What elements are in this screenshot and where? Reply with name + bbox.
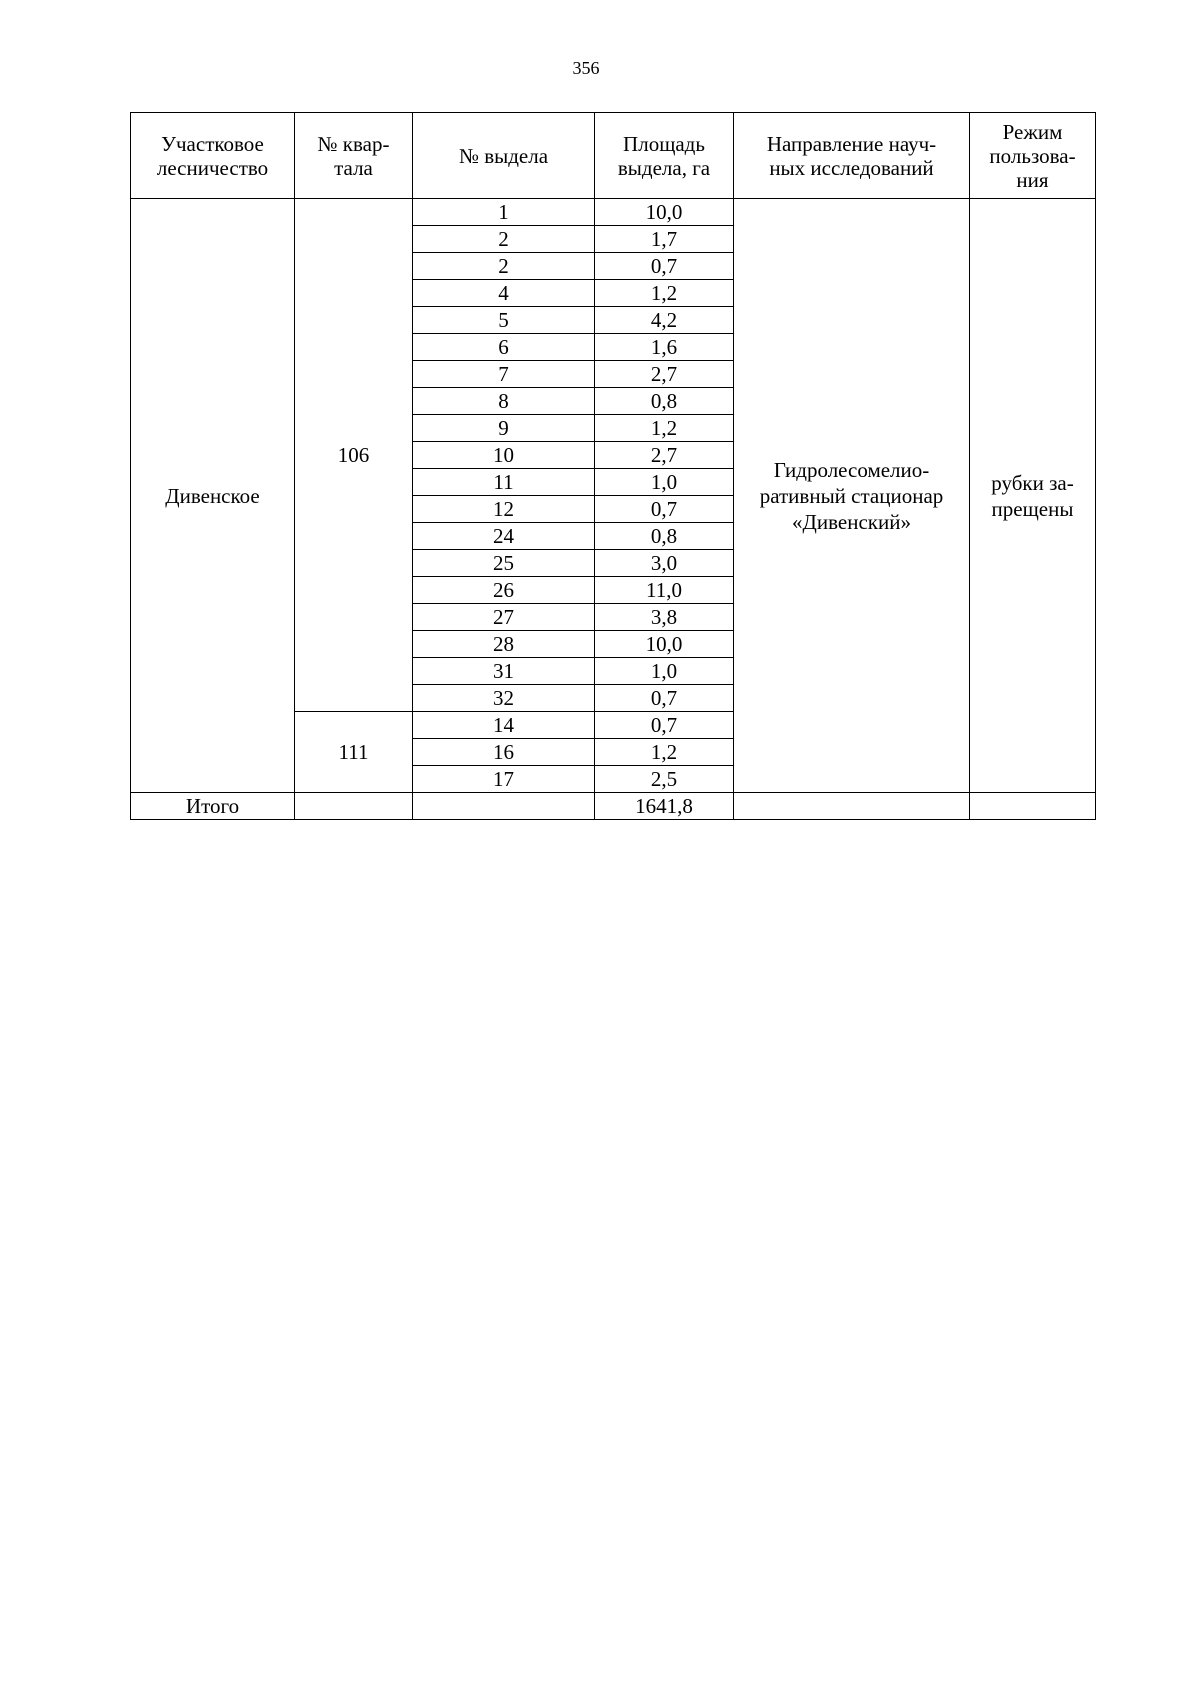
allotment-cell: 5 [413, 307, 595, 334]
area-cell: 10,0 [595, 631, 734, 658]
header-mode: Режим пользова- ния [970, 113, 1096, 199]
allotment-cell: 32 [413, 685, 595, 712]
allotment-cell: 2 [413, 253, 595, 280]
area-cell: 3,8 [595, 604, 734, 631]
allotments-table [130, 112, 1096, 820]
table-row [131, 199, 1096, 226]
header-quarter: № квар- тала [295, 113, 413, 199]
research-cell: Гидролесомелио- ративный стационар «Дивенский» [734, 199, 970, 793]
header-research: Направление науч- ных исследований [734, 113, 970, 199]
allotment-cell: 2 [413, 226, 595, 253]
total-row [131, 793, 1096, 820]
allotment-cell: 16 [413, 739, 595, 766]
header-forestry: Участковое лесничество [131, 113, 295, 199]
area-cell: 1,2 [595, 280, 734, 307]
area-cell: 0,7 [595, 496, 734, 523]
allotment-cell: 9 [413, 415, 595, 442]
area-cell: 1,0 [595, 469, 734, 496]
area-cell: 3,0 [595, 550, 734, 577]
total-mode-cell [970, 793, 1096, 820]
area-cell: 1,2 [595, 739, 734, 766]
allotment-cell: 26 [413, 577, 595, 604]
total-area-cell: 1641,8 [595, 793, 734, 820]
table-header-row [131, 113, 1096, 199]
area-cell: 0,8 [595, 388, 734, 415]
area-cell: 1,2 [595, 415, 734, 442]
allotment-cell: 17 [413, 766, 595, 793]
allotment-cell: 6 [413, 334, 595, 361]
allotment-cell: 12 [413, 496, 595, 523]
header-area: Площадь выдела, га [595, 113, 734, 199]
total-label-cell: Итого [131, 793, 295, 820]
area-cell: 4,2 [595, 307, 734, 334]
quarter-cell: 106 [295, 199, 413, 712]
table-body [131, 199, 1096, 820]
allotment-cell: 24 [413, 523, 595, 550]
allotment-cell: 8 [413, 388, 595, 415]
page-number: 356 [572, 58, 600, 78]
allotment-cell: 31 [413, 658, 595, 685]
area-cell: 1,6 [595, 334, 734, 361]
area-cell: 11,0 [595, 577, 734, 604]
allotment-cell: 7 [413, 361, 595, 388]
quarter-cell: 111 [295, 712, 413, 793]
total-research-cell [734, 793, 970, 820]
area-cell: 10,0 [595, 199, 734, 226]
mode-cell: рубки за- прещены [970, 199, 1096, 793]
allotment-cell: 14 [413, 712, 595, 739]
header-allotment: № выдела [413, 113, 595, 199]
total-quarter-cell [295, 793, 413, 820]
allotment-cell: 27 [413, 604, 595, 631]
area-cell: 2,5 [595, 766, 734, 793]
total-allotment-cell [413, 793, 595, 820]
area-cell: 1,7 [595, 226, 734, 253]
forestry-cell: Дивенское [131, 199, 295, 793]
allotment-cell: 11 [413, 469, 595, 496]
allotment-cell: 10 [413, 442, 595, 469]
allotment-cell: 25 [413, 550, 595, 577]
allotment-cell: 28 [413, 631, 595, 658]
allotment-cell: 1 [413, 199, 595, 226]
allotment-cell: 4 [413, 280, 595, 307]
area-cell: 0,7 [595, 685, 734, 712]
area-cell: 2,7 [595, 442, 734, 469]
area-cell: 0,7 [595, 253, 734, 280]
area-cell: 0,8 [595, 523, 734, 550]
area-cell: 1,0 [595, 658, 734, 685]
area-cell: 2,7 [595, 361, 734, 388]
area-cell: 0,7 [595, 712, 734, 739]
